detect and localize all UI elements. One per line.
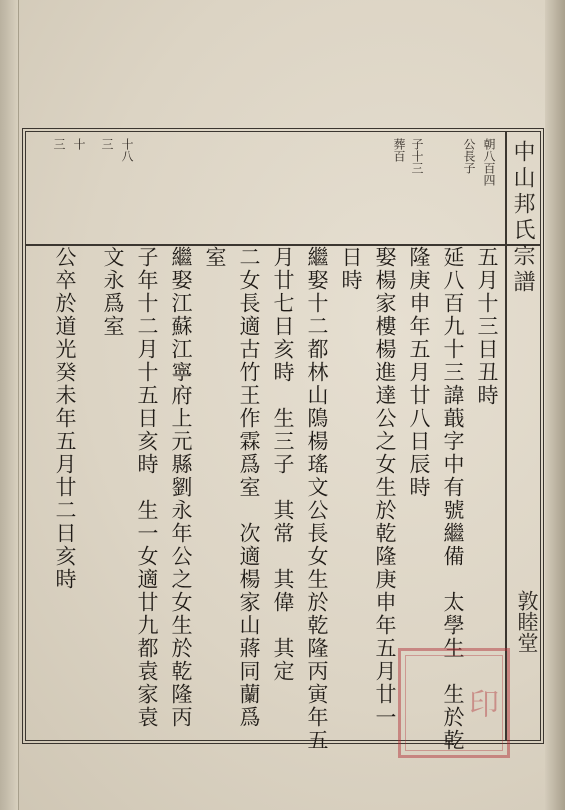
text-column: 月廿七日亥時 生三子 其常 其偉 其定 — [271, 246, 295, 683]
text-column: 隆庚申年五月廿八日辰時 — [407, 246, 431, 499]
book-spine-edge — [0, 0, 19, 810]
upper-band-text: 三 — [100, 138, 114, 150]
text-column: 子年十二月十五日亥時 生一女適廿九都袁家袁 — [135, 246, 159, 729]
upper-band-text: 公長子 — [462, 138, 476, 174]
upper-band-text: 葬百 — [392, 138, 406, 162]
page-fore-edge — [545, 0, 565, 810]
upper-band-text: 子十三 — [410, 138, 424, 174]
text-column: 日時 — [339, 246, 363, 292]
text-column: 二女長適古竹王作霖爲室 次適楊家山蔣同蘭爲 — [237, 246, 261, 729]
text-column: 延八百九十三諱蕺字中有號繼備 太學生 生於乾 — [441, 246, 465, 752]
upper-band-text: 十八 — [120, 138, 134, 162]
text-column: 繼娶江蘇江寧府上元縣劉永年公之女生於乾隆丙 — [169, 246, 193, 729]
text-column: 公卒於道光癸未年五月廿二日亥時 — [53, 246, 77, 591]
running-title: 中山邦氏宗譜 — [510, 140, 535, 296]
hall-name: 敦睦堂 — [515, 590, 539, 653]
upper-band-text: 朝八百四 — [482, 138, 496, 186]
upper-band-text: 三 — [52, 138, 66, 150]
upper-band-text: 十 — [72, 138, 86, 150]
text-column: 娶楊家樓楊進達公之女生於乾隆庚申年五月廿一 — [373, 246, 397, 729]
text-column: 文永爲室 — [101, 246, 125, 338]
text-column: 繼娶十二都林山隝楊瑤文公長女生於乾隆丙寅年五 — [305, 246, 329, 752]
text-column: 五月十三日丑時 — [475, 246, 499, 407]
text-column: 室 — [203, 246, 227, 269]
red-seal-stamp — [398, 648, 510, 758]
seal-glyphs: 印 — [405, 655, 503, 751]
